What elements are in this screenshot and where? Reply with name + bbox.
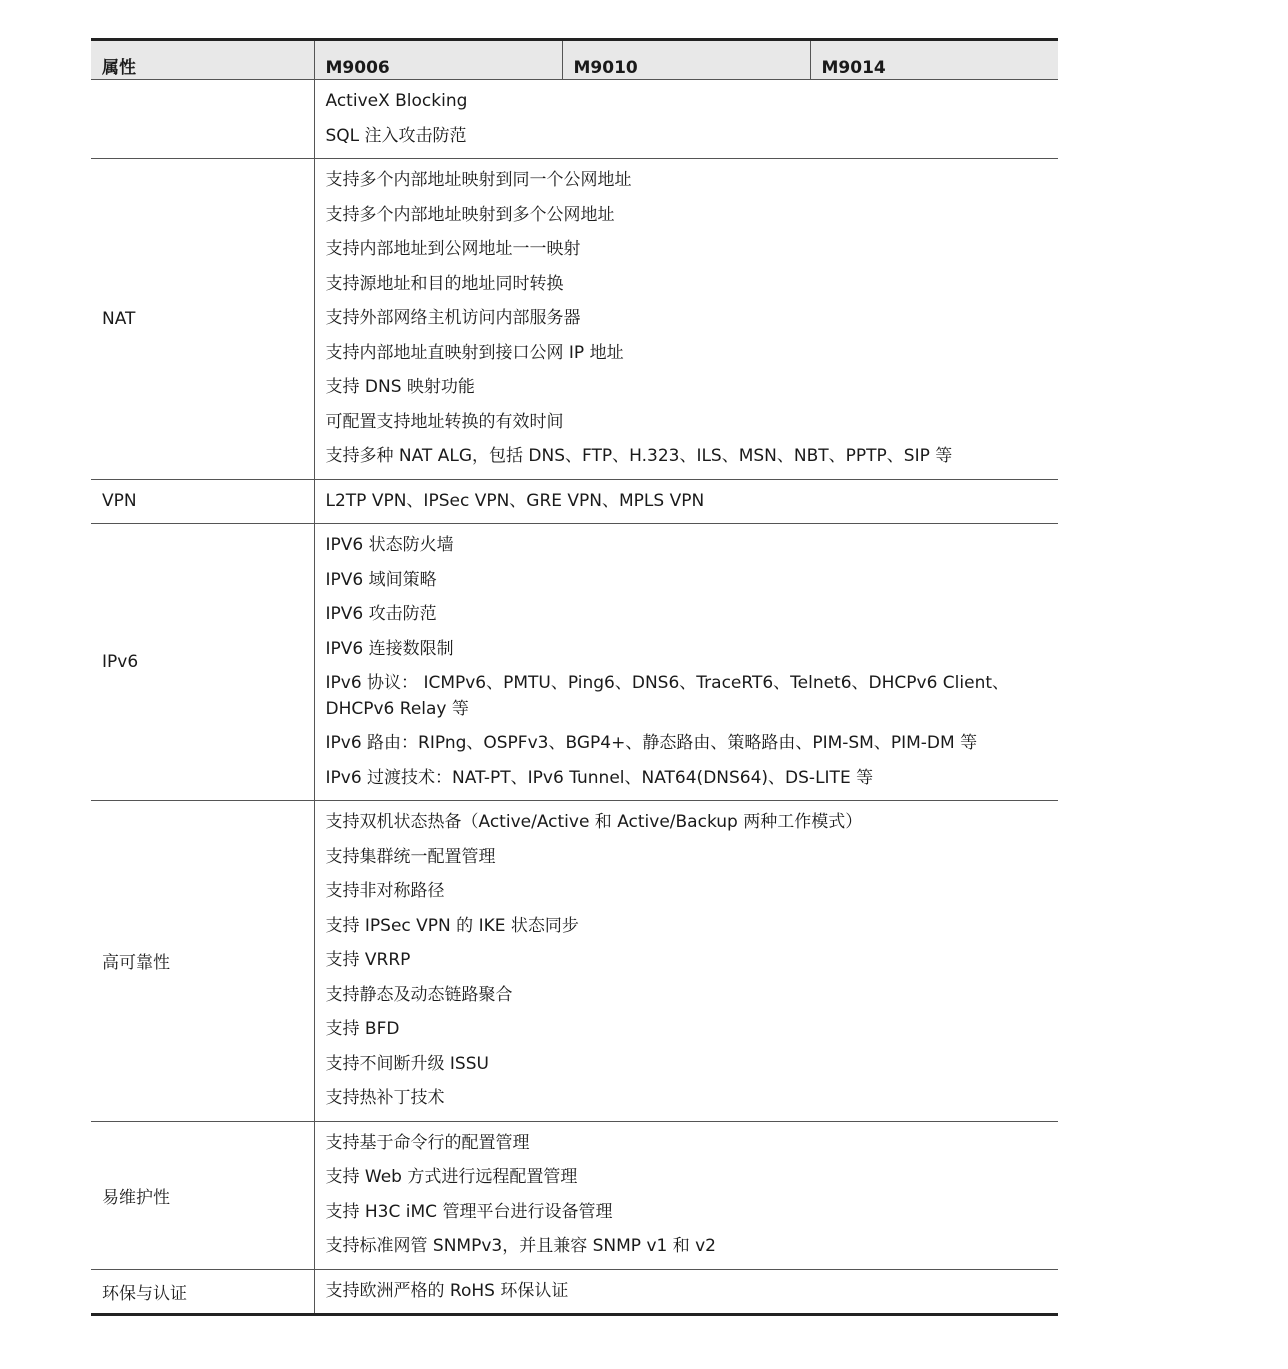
feature-item: IPV6 状态防火墙 (325, 535, 454, 555)
feature-item: SQL 注入攻击防范 (325, 125, 467, 146)
feature-item: 支持内部地址到公网地址一一映射 (325, 239, 581, 259)
feature-item: 支持 IPSec VPN 的 IKE 状态同步 (325, 915, 579, 936)
attribute-cell: 易维护性 (91, 1121, 314, 1269)
attribute-cell (91, 80, 314, 159)
feature-item: 支持非对称路径 (325, 881, 445, 901)
table-row (91, 1269, 1058, 1315)
feature-item: IPv6 过渡技术：NAT-PT、IPv6 Tunnel、NAT64(DNS64)、DS-LITE 等 (325, 767, 874, 788)
feature-item: IPV6 域间策略 (325, 569, 437, 590)
table-row (91, 479, 1058, 524)
spec-table (91, 38, 1058, 1316)
header-attribute: 属性 (91, 40, 314, 80)
feature-item: IPV6 攻击防范 (325, 604, 437, 624)
table-row (91, 159, 1058, 480)
attribute-cell: VPN (91, 479, 314, 524)
feature-item: 支持多个内部地址映射到多个公网地址 (325, 204, 615, 225)
feature-item: 支持 VRRP (325, 950, 411, 970)
feature-item: IPv6 协议： ICMPv6、PMTU、Ping6、DNS6、TraceRT6、Telnet6、DHCPv6 Client、DHCPv6 Relay 等 (325, 673, 1010, 719)
feature-item: 可配置支持地址转换的有效时间 (325, 411, 564, 432)
feature-item: 支持静态及动态链路聚合 (325, 984, 513, 1005)
table-row (91, 524, 1058, 801)
feature-cell (314, 479, 1058, 524)
table-row (91, 80, 1058, 159)
header-m9010: M9010 (562, 40, 810, 80)
feature-item: 支持多种 NAT ALG，包括 DNS、FTP、H.323、ILS、MSN、NBT、PPTP、SIP 等 (325, 446, 953, 466)
table-row (91, 801, 1058, 1122)
feature-item: 支持基于命令行的配置管理 (325, 1132, 530, 1153)
attribute-cell: 高可靠性 (91, 801, 314, 1122)
feature-item: 支持外部网络主机访问内部服务器 (325, 308, 581, 328)
feature-item: 支持 Web 方式进行远程配置管理 (325, 1167, 578, 1187)
feature-item: 支持标准网管 SNMPv3，并且兼容 SNMP v1 和 v2 (325, 1236, 717, 1256)
feature-item: 支持多个内部地址映射到同一个公网地址 (325, 170, 632, 190)
feature-item: 支持内部地址直映射到接口公网 IP 地址 (325, 342, 624, 363)
feature-item: 支持热补丁技术 (325, 1088, 445, 1108)
feature-cell (314, 1121, 1058, 1269)
feature-item: 支持不间断升级 ISSU (325, 1053, 489, 1074)
feature-cell (314, 159, 1058, 480)
feature-cell (314, 524, 1058, 801)
feature-item: 支持 BFD (325, 1019, 400, 1039)
feature-item: 支持 H3C iMC 管理平台进行设备管理 (325, 1201, 613, 1222)
feature-cell (314, 80, 1058, 159)
table-row (91, 1121, 1058, 1269)
attribute-cell: NAT (91, 159, 314, 480)
feature-item: 支持源地址和目的地址同时转换 (325, 273, 564, 294)
header-m9014: M9014 (810, 40, 1058, 80)
feature-item: IPv6 路由：RIPng、OSPFv3、BGP4+、静态路由、策略路由、PIM-SM、PIM-DM 等 (325, 733, 978, 753)
feature-cell (314, 1269, 1058, 1315)
header-m9006: M9006 (314, 40, 562, 80)
feature-item: IPV6 连接数限制 (325, 638, 454, 659)
feature-item: ActiveX Blocking (325, 91, 468, 111)
feature-item: 支持 DNS 映射功能 (325, 377, 475, 397)
feature-item: 支持集群统一配置管理 (325, 846, 496, 867)
table-header-row (91, 40, 1058, 80)
feature-item: L2TP VPN、IPSec VPN、GRE VPN、MPLS VPN (325, 490, 705, 511)
feature-item: 支持欧洲严格的 RoHS 环保认证 (325, 1280, 569, 1301)
feature-item: 支持双机状态热备（Active/Active 和 Active/Backup 两种工作模式） (325, 812, 863, 832)
feature-cell (314, 801, 1058, 1122)
table-body (91, 80, 1058, 1315)
attribute-cell: 环保与认证 (91, 1269, 314, 1315)
attribute-cell: IPv6 (91, 524, 314, 801)
